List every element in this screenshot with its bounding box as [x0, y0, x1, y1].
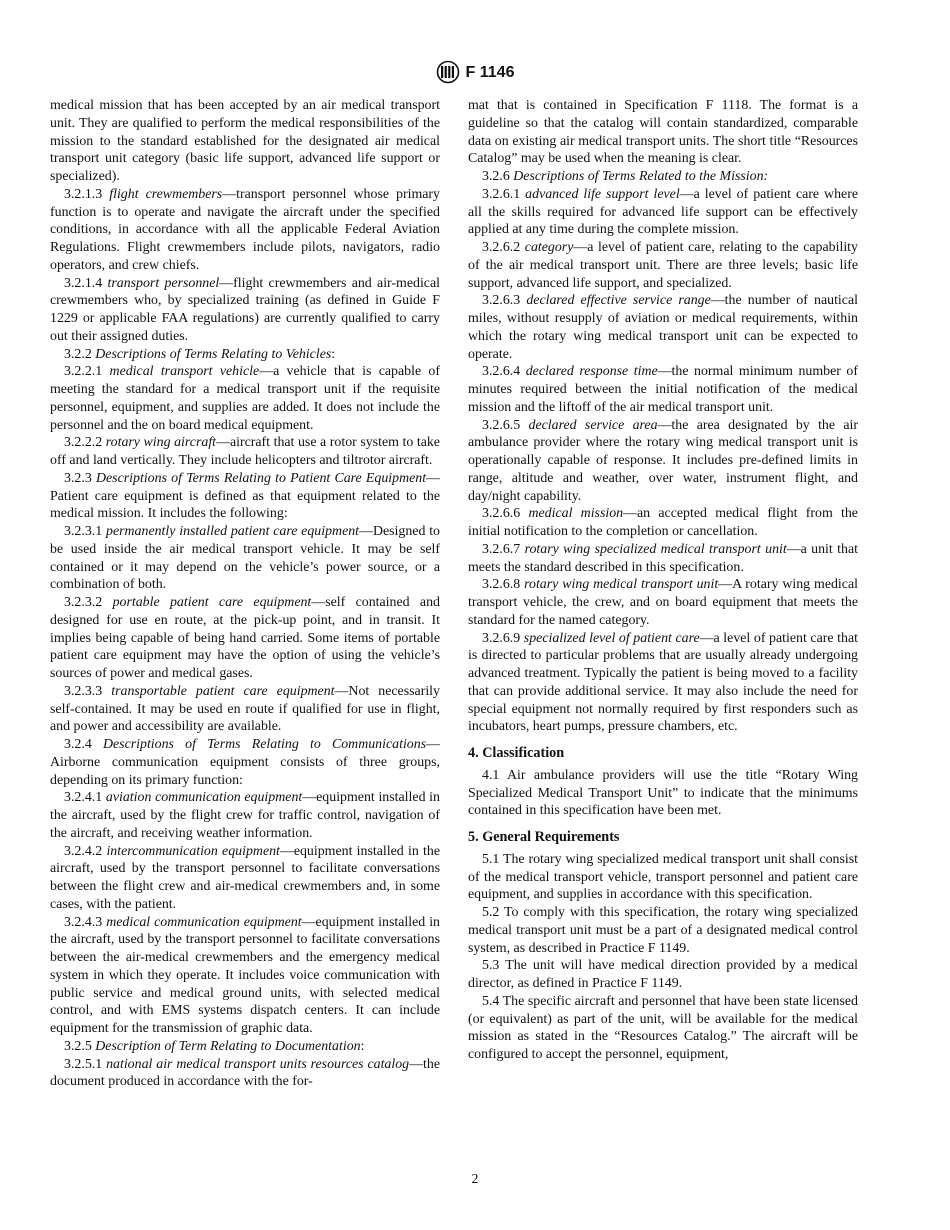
- clause-number: 3.2.3: [64, 470, 92, 486]
- defined-term: medical transport vehicle: [109, 364, 260, 380]
- left-column: [50, 97, 440, 1091]
- separator: —: [623, 506, 638, 522]
- clause-number: 3.2.6.8: [482, 577, 521, 593]
- defined-term: Descriptions of Terms Relating to Patient Care Equipment: [95, 470, 427, 486]
- paragraph: 5.2 To comply with this specification, the rotary wing specialized medical transport unit must be a part of a designated medical control system, as described in Practice F 1149.: [468, 905, 858, 956]
- separator: —: [409, 1056, 424, 1072]
- defined-term: flight crewmembers: [109, 186, 223, 202]
- clause-number: 3.2.1.3: [64, 186, 103, 202]
- separator: :: [360, 1038, 365, 1054]
- section-heading: 5. General Requirements: [468, 829, 620, 845]
- separator: —: [222, 186, 237, 202]
- definition-paragraph: [50, 434, 440, 470]
- defined-term: aviation communication equipment: [105, 790, 303, 806]
- definition-text: equipment installed in the aircraft, used by the flight crew for traffic control, navigation of the aircraft, and receiving weather information.: [50, 790, 440, 841]
- definition-paragraph: [50, 843, 440, 914]
- defined-term: declared response time: [525, 364, 658, 380]
- clause-number: 3.2.6.5: [482, 417, 521, 433]
- definition-text: self contained and designed for use en route, at the pick-up point, and in transit. It implies being capable of being hand carried. Some items of portable patient care equipment may have the option of using the vehicle’s sources of power and medical gases.: [50, 595, 440, 681]
- defined-term: transportable patient care equipment: [111, 683, 335, 699]
- definition-text: the normal minimum number of minutes required between the initial notification of the medical mission and the liftoff of the air medical transport unit.: [468, 364, 858, 415]
- separator: —: [426, 470, 440, 486]
- definition-paragraph: [50, 736, 440, 789]
- clause-number: 3.2.3.2: [64, 595, 103, 610]
- defined-term: rotary wing specialized medical transport unit: [524, 541, 787, 557]
- definition-text: the document produced in accordance with the for-: [50, 1056, 440, 1090]
- definition-paragraph: [50, 594, 440, 683]
- definition-paragraph: [50, 789, 440, 842]
- clause-number: 3.2.3.1: [64, 524, 103, 539]
- separator: —: [259, 364, 274, 380]
- separator: —: [657, 417, 672, 433]
- definition-paragraph: [468, 363, 858, 416]
- definition-text: an accepted medical flight from the initial notification to the completion or cancellation.: [468, 506, 858, 539]
- definition-text: equipment installed in the aircraft, used by the transport personnel to facilitate conversations between the flight crew and air-medical crewmembers and, in some cases, with the patient.: [50, 843, 440, 912]
- defined-term: intercommunication equipment: [106, 843, 280, 859]
- defined-term: rotary wing medical transport unit: [524, 577, 719, 593]
- definition-paragraph: [468, 541, 858, 577]
- definition-text: Not necessarily self-contained. It may be used en route if qualified for use in flight, and power and accessibility are available.: [50, 683, 440, 735]
- clause-number: 3.2.5.1: [64, 1056, 103, 1072]
- clause-number: 3.2.6.1: [482, 186, 521, 202]
- definition-text: a unit that meets the standard described in this specification.: [468, 541, 858, 575]
- definition-paragraph: [50, 523, 440, 594]
- definition-text: transport personnel whose primary function is to operate and navigate the aircraft under the specified conditions, in accordance with all the applicable Federal Aviation Regulations. Flight crewmembers include pilots, navigators, radio operators, and crew chiefs.: [50, 186, 441, 273]
- document-number: F 1146: [465, 64, 515, 81]
- definition-paragraph: [50, 1056, 440, 1092]
- clause-number: 3.2.2.1: [64, 364, 103, 380]
- paragraph: 5.1 The rotary wing specialized medical transport unit shall consist of the medical transport vehicle, transport personnel and patient care equipment, and supplies in accordance with this specification.: [468, 851, 858, 903]
- clause-number: 3.2.6.2: [482, 240, 521, 255]
- defined-term: Descriptions of Terms Relating to Vehicles: [95, 346, 332, 362]
- defined-term: national air medical transport units resources catalog: [106, 1056, 410, 1072]
- defined-term: permanently installed patient care equipment: [106, 524, 360, 539]
- separator: —: [219, 275, 234, 291]
- definition-paragraph: [50, 275, 440, 346]
- defined-term: Descriptions of Terms Relating to Communications: [102, 737, 427, 752]
- separator: —: [279, 843, 294, 859]
- separator: —: [699, 630, 714, 646]
- separator: —: [359, 524, 373, 539]
- definition-text: equipment installed in the aircraft, used by the transport personnel to facilitate conversations between the air-medical crewmembers and the emergency medical system in which they operate. It includes voice communication with public service and medical ground units, with selected medical control, and with EMS systems dispatch centers. It can include equipment for the transmission of graphic data.: [50, 914, 440, 1036]
- defined-term: declared effective service range: [526, 293, 711, 309]
- astm-logo-icon: [436, 60, 460, 84]
- definition-paragraph: [468, 239, 858, 292]
- clause-number: 3.2.6.3: [482, 293, 521, 309]
- defined-term: portable patient care equipment: [112, 595, 312, 610]
- definition-paragraph: [468, 417, 858, 506]
- clause-number: 3.2.2: [64, 346, 92, 362]
- definition-text: a level of patient care, relating to the capability of the air medical transport unit. There are three levels; basic life support, advanced life support, and specialized.: [468, 240, 858, 291]
- definition-text: the number of nautical miles, without resupply of aviation or medical requirements, within which the rotary wing medical transport unit can be expected to operate.: [468, 293, 858, 362]
- definition-paragraph: [50, 470, 440, 523]
- defined-term: declared service area: [528, 417, 658, 433]
- clause-number: 3.2.2.2: [64, 435, 103, 451]
- definition-paragraph: [50, 186, 440, 275]
- definition-text: A rotary wing medical transport vehicle, the crew, and on board equipment that meets the standard for the named category.: [468, 577, 858, 628]
- defined-term: medical communication equipment: [106, 914, 302, 930]
- definition-paragraph: [50, 363, 440, 434]
- separator: —: [657, 364, 672, 380]
- clause-number: 3.2.4.3: [64, 914, 103, 930]
- clause-number: 3.2.6.7: [482, 541, 521, 557]
- separator: —: [710, 293, 725, 309]
- paragraph: 5.4 The specific aircraft and personnel that have been state licensed (or equivalent) as part of the unit, will be available for the medical mission as stated in the “Resources Catalog.” The aircraft will be configured to accept the personnel, equipment,: [468, 993, 858, 1062]
- clause-number: 3.2.1.4: [64, 275, 103, 291]
- defined-term: medical mission: [528, 506, 624, 522]
- defined-term: specialized level of patient care: [523, 630, 700, 646]
- definition-paragraph: [468, 505, 858, 541]
- separator: —: [216, 435, 230, 451]
- separator: —: [311, 595, 326, 610]
- definition-text: a vehicle that is capable of meeting the standard for a medical transport unit if the requisite personnel, equipment, and supplies are added. It does not include the personnel and the on board medical equipment.: [50, 364, 440, 433]
- clause-number: 3.2.6.9: [482, 630, 521, 646]
- separator: —: [679, 186, 694, 202]
- page-number: 2: [471, 1172, 479, 1187]
- separator: :: [331, 346, 336, 362]
- definition-text: a level of patient care where all the skills required for advanced life support can be effectively applied at any time during the complete mission.: [468, 186, 858, 238]
- definition-paragraph: [468, 576, 858, 629]
- definition-paragraph: [468, 630, 858, 737]
- paragraph: 4.1 Air ambulance providers will use the title “Rotary Wing Specialized Medical Transport Unit” to indicate that the minimums contained in this specification have been met.: [468, 767, 858, 819]
- section-heading: 4. Classification: [468, 745, 565, 761]
- page-header: [0, 60, 950, 84]
- clause-number: 3.2.4.2: [64, 843, 103, 859]
- defined-term: category: [524, 240, 574, 255]
- definition-paragraph: [50, 346, 440, 364]
- definition-paragraph: [468, 186, 858, 239]
- definition-paragraph: [50, 683, 440, 736]
- definition-text: flight crewmembers and air-medical crewmembers who, by specialized training (as defined in Guide F 1229 or applicable FAA regulations) are currently qualified to carry out their assigned duties.: [50, 275, 440, 344]
- separator: —: [718, 577, 733, 593]
- definition-paragraph: [50, 914, 440, 1038]
- defined-term: Descriptions of Terms Related to the Mission:: [513, 169, 769, 184]
- defined-term: rotary wing aircraft: [105, 435, 217, 451]
- definition-paragraph: [468, 292, 858, 363]
- right-column: [468, 97, 858, 1064]
- clause-number: 3.2.4: [64, 737, 92, 752]
- defined-term: transport personnel: [107, 275, 220, 291]
- clause-number: 3.2.6.4: [482, 364, 521, 380]
- separator: —: [334, 683, 349, 699]
- paragraph: mat that is contained in Specification F 1118. The format is a guideline so that the catalog will contain standardized, comparable data on existing air medical transport units. The short title “Resources Catalog” may be used when the meaning is clear.: [468, 98, 858, 167]
- definition-text: the area designated by the air ambulance provider where the rotary wing medical transport unit is operationally capable of response. It includes pre-defined limits in range, altitude and weather, over water, instrument flight, and day/night capability.: [468, 417, 858, 504]
- separator: —: [426, 737, 440, 752]
- paragraph: medical mission that has been accepted by an air medical transport unit. They are qualified to perform the medical responsibilities of the mission to the standard established for the designated air medical transport unit category (basic life support, advanced life support or specialized).: [50, 98, 440, 184]
- defined-term: advanced life support level: [525, 186, 680, 202]
- definition-paragraph: [50, 1038, 440, 1056]
- paragraph: 5.3 The unit will have medical direction provided by a medical director, as defined in Practice F 1149.: [468, 958, 858, 991]
- definition-text: Airborne communication equipment consists of three groups, depending on its primary function:: [50, 754, 440, 788]
- defined-term: Description of Term Relating to Documentation: [95, 1038, 361, 1054]
- separator: —: [302, 790, 317, 806]
- definition-text: Designed to be used inside the air medical transport vehicle. It may be self contained or it may depend on the vehicle’s power source, or a combination of both.: [50, 524, 440, 593]
- separator: —: [573, 240, 588, 255]
- clause-number: 3.2.3.3: [64, 683, 103, 699]
- definition-text: aircraft that use a rotor system to take off and land vertically. They include helicopters and tiltrotor aircraft.: [50, 435, 440, 468]
- separator: —: [786, 541, 801, 557]
- definition-text: a level of patient care that is directed to particular problems that are usually already undergoing advanced treatment. Typically the patient is being moved to a facility that can provide additional service. It may also include the need for special equipment not normally required by first responders such as incubators, heart pumps, pressure chambers, etc.: [468, 630, 858, 735]
- clause-number: 3.2.4.1: [64, 790, 103, 806]
- clause-number: 3.2.6: [482, 169, 510, 184]
- clause-number: 3.2.6.6: [482, 506, 521, 522]
- separator: —: [301, 914, 316, 930]
- definition-paragraph: [468, 168, 858, 186]
- clause-number: 3.2.5: [64, 1038, 92, 1054]
- definition-text: Patient care equipment is defined as that equipment related to the medical mission. It includes the following:: [50, 488, 440, 522]
